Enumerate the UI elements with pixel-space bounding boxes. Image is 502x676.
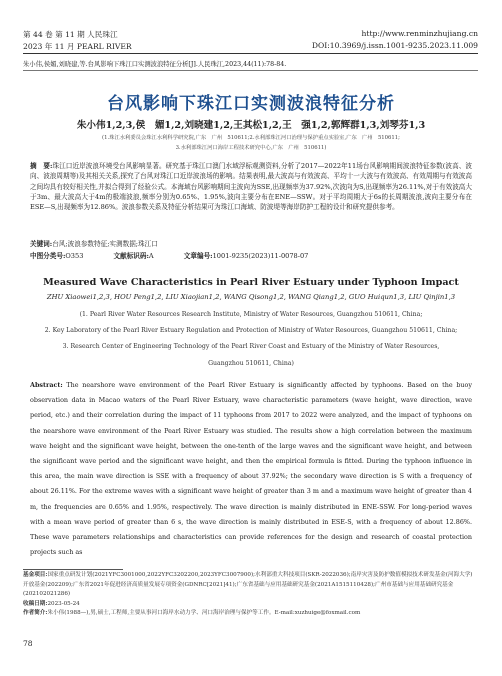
article-no-label: 文章编号: xyxy=(183,252,213,260)
chinese-abstract-text: 珠江口近岸波浪环境受台风影响显著。研究基于珠江口澳门水域浮标观测资料,分析了2017—2022年11场台风影响期间波浪特征参数(波高、波向、波浪周期等)及其相关关系,探究了台风对珠江口近岸波浪场的影响。结果表明,最大波高与有效波高、平均十一大波与有效波高、有效周期与有效波高之间均具有较好相关性,并拟合得到了经验公式。本海域台风影响期间主波向为SSE,出现频率为37.92%,次波向为S,出现频率为26.11%,对于有效波高大于3m、最大波高大于4m的极端波浪,频率分别为0.65%、1.95%,波向主要分布在ENE—SSW。对于平均周期大于6s的长周期波浪,波向主要分布在ESE—S,出现频率为12.86%。波浪参数关系及特征分析结果可为珠江口海域、防波堤等海岸防护工程的设计和研究提供参考。 xyxy=(30,162,472,212)
journal-url[interactable]: http://www.renminzhujiang.cn xyxy=(361,29,478,38)
keywords-label: 关键词: xyxy=(30,240,53,248)
clc-value: O353 xyxy=(65,252,84,260)
chinese-affiliation-1: (1.珠江水利委员会珠江水利科学研究院,广东 广州 510611;2.水利部珠江河口治理与保护重点实验室,广东 广州 510611; xyxy=(102,135,400,141)
citation-divider xyxy=(23,70,478,71)
running-header-bottom xyxy=(23,41,478,52)
chinese-affiliation-2: 3.水利部珠江河口海岸工程技术研究中心,广东 广州 510611) xyxy=(175,145,327,151)
doc-code-label: 文献标识码: xyxy=(113,252,149,260)
english-authors: ZHU Xiaowei1,2,3, HOU Peng1,2, LIU Xiaojian1,2, WANG Qisong1,2, WANG Qiang1,2, GUO Huiqun1,3, LIU Qinjin1,3 xyxy=(46,293,456,301)
doc-code-value: A xyxy=(148,252,154,260)
fund-label: 基金项目: xyxy=(23,572,48,578)
article-no-value: 1001-9235(2023)11-0078-07 xyxy=(212,252,309,260)
received-date: 2023-05-24 xyxy=(47,600,80,607)
classification-line xyxy=(30,250,472,260)
chinese-abstract-label: 摘 要: xyxy=(30,162,53,170)
chinese-abstract xyxy=(30,161,472,233)
clc-label: 中图分类号: xyxy=(30,252,66,260)
page-number: 78 xyxy=(23,639,33,648)
journal-issue: 第 44 卷 第 11 期 人民珠江 xyxy=(23,30,118,39)
english-affiliation-3: 3. Research Center of Engineering Technology of the Pearl River Coast and Estuary of the Ministry of Water Resources, xyxy=(62,343,440,350)
author-bio-text: 朱小伟(1988—),男,硕士,工程师,主要从事河口海岸水动力学、河口海岸治理与保护等工作。E-mail:xuzhuige@foxmail.com xyxy=(47,610,361,617)
english-affiliation-2: 2. Key Laboratory of the Pearl River Estuary Regulation and Protection of Ministry of Water Resources, Guangzhou 510611, China; xyxy=(44,327,458,334)
journal-date: 2023 年 11 月 PEARL RIVER xyxy=(23,42,132,51)
fund-note xyxy=(23,571,478,600)
chinese-keywords xyxy=(30,238,472,248)
english-abstract-label: Abstract: xyxy=(30,381,63,389)
received-label: 收稿日期: xyxy=(23,600,48,607)
english-title: Measured Wave Characteristics in Pearl River Estuary under Typhoon Impact xyxy=(43,277,459,288)
chinese-title: 台风影响下珠江口实测波浪特征分析 xyxy=(107,94,395,114)
author-bio-label: 作者简介: xyxy=(23,610,48,617)
english-abstract xyxy=(30,378,472,563)
keywords-text: 台风;波浪参数特征;实测数据;珠江口 xyxy=(52,240,158,248)
doi[interactable]: DOI:10.3969/j.issn.1001-9235.2023.11.009 xyxy=(311,41,478,50)
footnotes xyxy=(23,571,478,619)
english-abstract-text: The nearshore wave environment of the Pearl River Estuary is significantly affected by typhoons. Based on the buoy observation data in Macao waters of the Pearl River Estuary, wave characteristic parameters (wave height, wave direction, wave period, etc.) and their correlation during the impact of 11 typhoons from 2017 to 2022 were analyzed, and the impact of typhoons on the nearshore wave environment of the Pearl River Estuary was studied. The results show a high correlation between the maximum wave height and the significant wave height, between the one-tenth of the large waves and the significant wave height, and between the significant wave period and the significant wave height, and then the empirical formula is fitted. During the typhoon influence in this area, the main wave direction is SSE with a frequency of about 37.92%; the secondary wave direction is S with a frequency of about 26.11%. For the extreme waves with a significant wave height of greater than 3 m and a maximum wave height of greater than 4 m, the frequencies are 0.65% and 1.95%, respectively. The wave direction is mainly distributed in ENE-SSW. For long-period waves with a mean wave period of greater than 6 s, the wave direction is mainly distributed in ESE-S, with a frequency of about 12.86%. These wave parameters relationships and characteristics can provide references for the design and research of coastal protection projects such as xyxy=(30,381,472,557)
received-note xyxy=(23,600,478,610)
citation-line: 朱小伟,侯媚,刘晓建,等.台风影响下珠江口实测波浪特征分析[J].人民珠江,2023,44(11):78-84. xyxy=(23,61,287,68)
english-affiliation-4: Guangzhou 510611, China) xyxy=(208,360,294,367)
fund-text: 国家重点研发计划(2021YFC3001000,2022YFC3202200,2023YFC3007900);水利部重大科技项目(SKR-2022036);南岸灾害及防护数值模拟技术研发基金(河海大学)开放基金(202209);广东省2021年促进经济高质量发展专项资金(GDNRC[2021]41);广东省基础与应用基础研究基金(2021A1515110428);广州市基础与应用基础研究基金(202102021286) xyxy=(23,572,473,598)
running-header-top xyxy=(23,29,478,40)
footnote-divider xyxy=(23,569,123,570)
english-affiliation-1: (1. Pearl River Water Resources Research Institute, Ministry of Water Resources, Guangzhou 510611, China; xyxy=(79,311,423,318)
author-note xyxy=(23,609,478,619)
chinese-authors: 朱小伟1,2,3,侯 媚1,2,刘晓建1,2,王其松1,2,王 强1,2,郭辉群1,3,刘琴芬1,3 xyxy=(76,120,426,131)
header-divider xyxy=(23,53,478,54)
